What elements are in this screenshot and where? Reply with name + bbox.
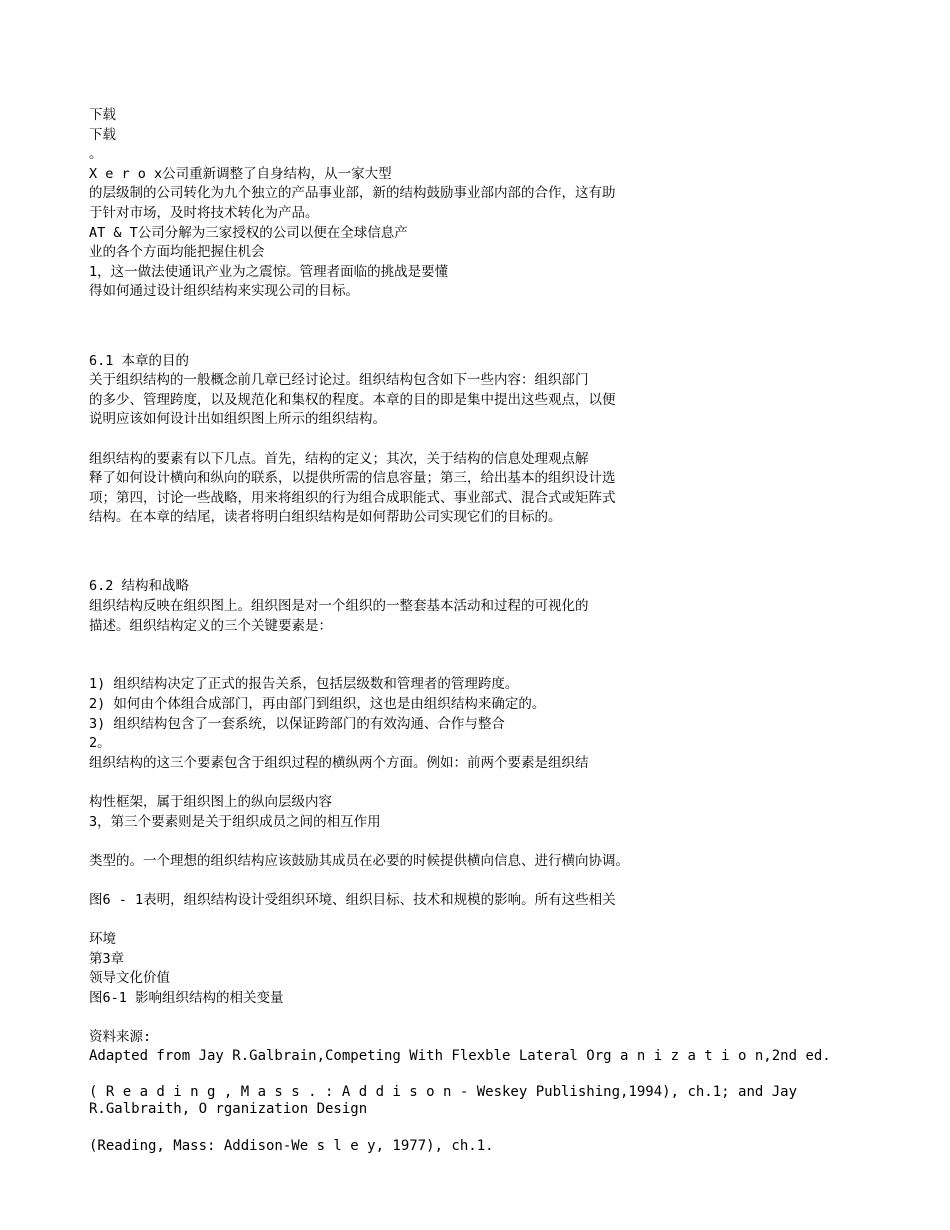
figure-label: 环境 [89, 931, 116, 948]
list-item: 2。 [89, 735, 111, 752]
document-page [89, 106, 864, 1155]
figure-label: 第3章 [89, 950, 125, 967]
source-reference: ( R e a d i n g , M a s s . : A d d i s o n - Weskey Publishing,1994), ch.1; and Jay R.Galbraith, O rganization Design [89, 1084, 806, 1118]
list-item: 3) 组织结构包含了一套系统，以保证跨部门的有效沟通、合作与整合 [89, 715, 505, 732]
section-6-1 [89, 352, 864, 528]
section-heading: 6.2 结构和战略 [89, 578, 190, 595]
intro-block [89, 106, 864, 302]
text-line: 得如何通过设计组织结构来实现公司的目标。 [89, 283, 359, 300]
figure-label: 领导文化价值 [89, 970, 170, 987]
text-line: 组织结构的这三个要素包含于组织过程的横纵两个方面。例如：前两个要素是组织结 [89, 754, 589, 771]
text-line: 下载 [89, 107, 116, 123]
text-line: 结构。在本章的结尾，读者将明白组织结构是如何帮助公司实现它们的目标的。 [89, 509, 562, 526]
text-line: 于针对市场，及时将技术转化为产品。 [89, 204, 319, 221]
text-line: X e r o x公司重新调整了自身结构，从一家大型 [89, 165, 392, 182]
source-reference: Adapted from Jay R.Galbrain,Competing With Flexble Lateral Org a n i z a t i o n,2nd ed. [89, 1047, 831, 1064]
list-item: 1) 组织结构决定了正式的报告关系，包括层级数和管理者的管理跨度。 [89, 676, 519, 693]
text-line: 图6 - 1表明，组织结构设计受组织环境、组织目标、技术和规模的影响。所有这些相关 [89, 891, 616, 908]
text-line: 说明应该如何设计出如组织图上所示的组织结构。 [89, 411, 386, 428]
figure-labels [89, 930, 864, 1008]
text-line: 释了如何设计横向和纵向的联系，以提供所需的信息容量；第三，给出基本的组织设计选 [89, 470, 616, 487]
text-line: 下载 [89, 126, 116, 143]
source-block [89, 1028, 864, 1155]
source-label: 资料来源: [89, 1029, 152, 1046]
text-line: 类型的。一个理想的组织结构应该鼓励其成员在必要的时候提供横向信息、进行横向协调。 [89, 852, 629, 869]
text-line: 的层级制的公司转化为九个独立的产品事业部，新的结构鼓励事业部内部的合作，这有助 [89, 185, 616, 202]
text-line: 业的各个方面均能把握住机会 [89, 244, 265, 261]
list-item: 2) 如何由个体组合成部门，再由部门到组织，这也是由组织结构来确定的。 [89, 696, 546, 713]
text-line: 关于组织结构的一般概念前几章已经讨论过。组织结构包含如下一些内容：组织部门 [89, 372, 589, 389]
section-6-2 [89, 577, 864, 910]
text-line: 项；第四，讨论一些战略，用来将组织的行为组合成职能式、事业部式、混合式或矩阵式 [89, 489, 616, 506]
text-line: 。 [89, 146, 103, 163]
text-line: 组织结构的要素有以下几点。首先，结构的定义；其次，关于结构的信息处理观点解 [89, 450, 589, 467]
figure-caption: 图6-1 影响组织结构的相关变量 [89, 989, 284, 1006]
text-line: 的多少、管理跨度，以及规范化和集权的程度。本章的目的即是集中提出这些观点，以便 [89, 391, 616, 408]
text-line: 1，这一做法使通讯产业为之震惊。管理者面临的挑战是要懂 [89, 263, 449, 280]
source-reference: (Reading, Mass: Addison-We s l e y, 1977), ch.1. [89, 1137, 494, 1154]
text-line: 描述。组织结构定义的三个关键要素是： [89, 617, 332, 634]
text-line: AT & T公司分解为三家授权的公司以便在全球信息产 [89, 224, 408, 241]
text-line: 组织结构反映在组织图上。组织图是对一个组织的一整套基本活动和过程的可视化的 [89, 598, 589, 615]
text-line: 构性框架，属于组织图上的纵向层级内容 [89, 794, 332, 810]
text-line: 3，第三个要素则是关于组织成员之间的相互作用 [89, 813, 381, 830]
section-heading: 6.1 本章的目的 [89, 352, 190, 369]
